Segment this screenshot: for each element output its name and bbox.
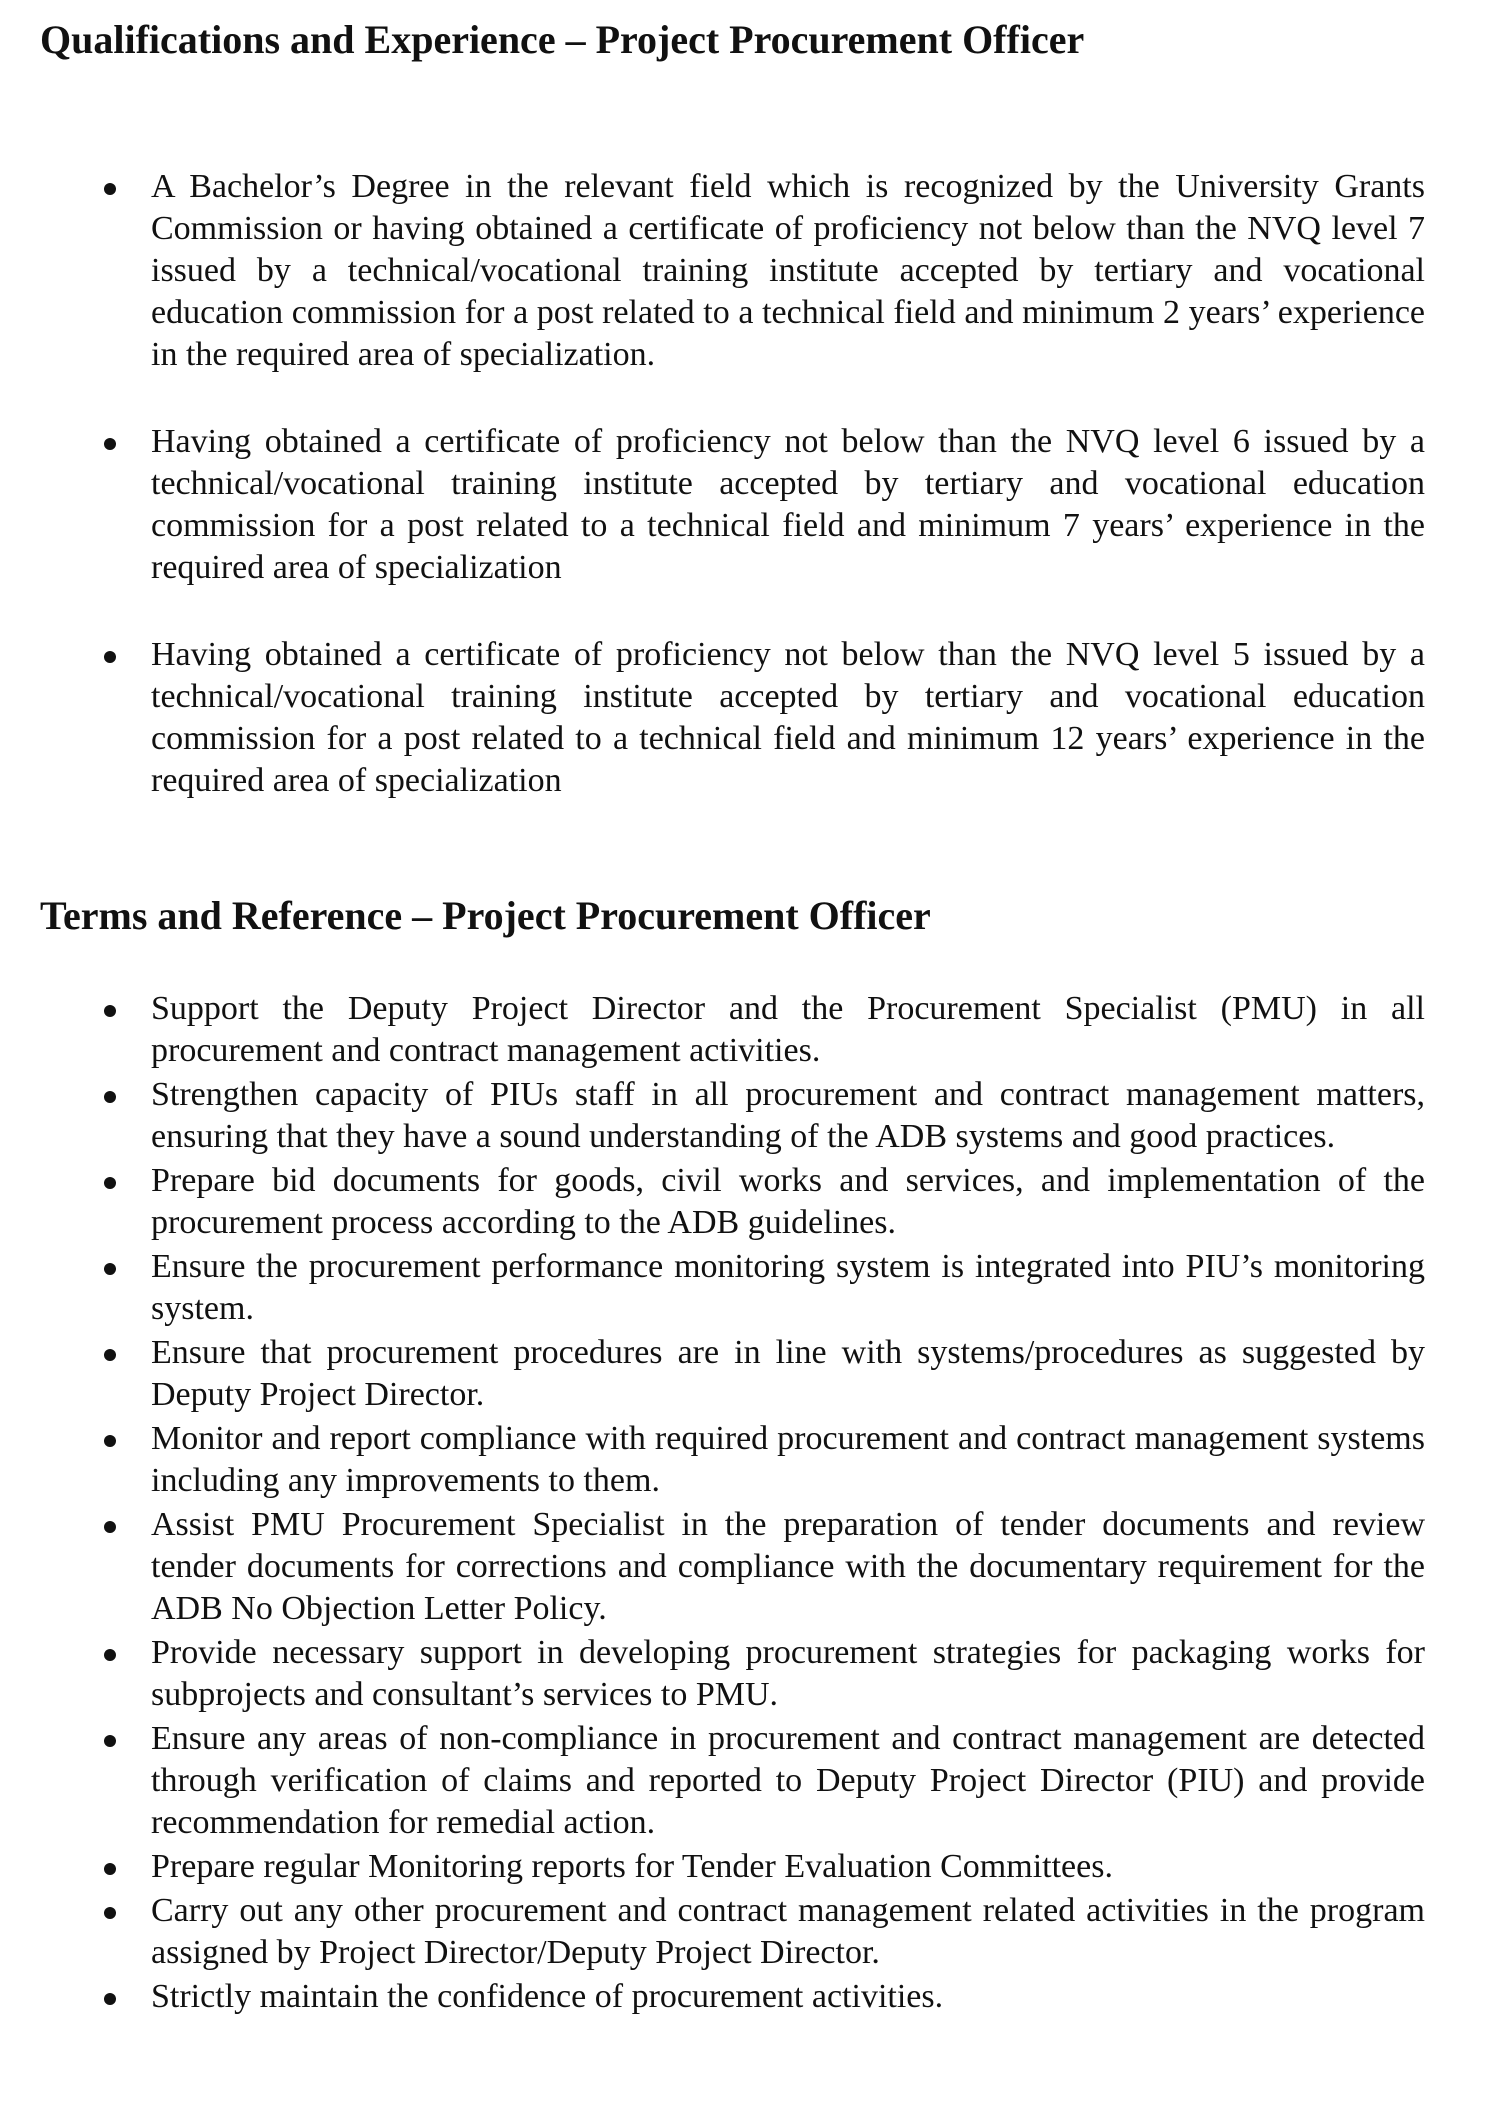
qualifications-heading: Qualifications and Experience – Project Procurement Officer: [40, 17, 1085, 62]
bullet-icon: [104, 1435, 116, 1447]
list-item: [151, 1160, 1425, 1244]
list-item: [151, 1890, 1425, 1974]
bullet-icon: [104, 183, 116, 195]
list-item: [151, 1846, 1425, 1888]
bullet-icon: [104, 1263, 116, 1275]
list-item-text: Provide necessary support in developing procurement strategies for packaging works for subprojects and consultant’s services to PMU.: [151, 1634, 1425, 1713]
list-item-text: Carry out any other procurement and contract management related activities in the program assigned by Project Director/Deputy Project Director.: [151, 1892, 1425, 1971]
list-item-text: Assist PMU Procurement Specialist in the preparation of tender documents and review tender documents for corrections and compliance with the documentary requirement for the ADB No Objection Letter Policy.: [151, 1506, 1425, 1627]
list-item-text: Ensure any areas of non-compliance in procurement and contract management are detected through verification of claims and reported to Deputy Project Director (PIU) and provide recommendation for remedial action.: [151, 1720, 1425, 1841]
list-item: [151, 1418, 1425, 1502]
qualifications-list: [0, 166, 1500, 847]
bullet-icon: [104, 1735, 116, 1747]
list-item-text: Strictly maintain the confidence of procurement activities.: [151, 1978, 944, 2015]
terms-heading: Terms and Reference – Project Procurement Officer: [40, 893, 931, 938]
list-item-text: Ensure the procurement performance monitoring system is integrated into PIU’s monitoring system.: [151, 1248, 1425, 1327]
bullet-icon: [104, 1005, 116, 1017]
bullet-icon: [104, 1349, 116, 1361]
list-item: [151, 1976, 1425, 2018]
list-item: [151, 634, 1425, 802]
list-item: [151, 1074, 1425, 1158]
bullet-icon: [104, 1521, 116, 1533]
list-item-text: Having obtained a certificate of proficiency not below than the NVQ level 5 issued by a technical/vocational training institute accepted by tertiary and vocational education commission for a post related to a technical field and minimum 12 years’ experience in the required area of specialization: [151, 636, 1425, 799]
bullet-icon: [104, 1091, 116, 1103]
list-item-text: Having obtained a certificate of proficiency not below than the NVQ level 6 issued by a technical/vocational training institute accepted by tertiary and vocational education commission for a post related to a technical field and minimum 7 years’ experience in the required area of specialization: [151, 423, 1425, 586]
bullet-icon: [104, 1863, 116, 1875]
terms-list: [0, 988, 1500, 2020]
list-item: [151, 166, 1425, 376]
list-item: [151, 1332, 1425, 1416]
bullet-icon: [104, 1907, 116, 1919]
bullet-icon: [104, 1993, 116, 2005]
list-item-text: Support the Deputy Project Director and the Procurement Specialist (PMU) in all procurement and contract management activities.: [151, 990, 1425, 1069]
bullet-icon: [104, 1649, 116, 1661]
list-item: [151, 1504, 1425, 1630]
list-item: [151, 1246, 1425, 1330]
list-item-text: A Bachelor’s Degree in the relevant field which is recognized by the University Grants Commission or having obtained a certificate of proficiency not below than the NVQ level 7 issued by a technical/vocational training institute accepted by tertiary and vocational education commission for a post related to a technical field and minimum 2 years’ experience in the required area of specialization.: [151, 168, 1425, 373]
list-item-text: Prepare bid documents for goods, civil works and services, and implementation of the procurement process according to the ADB guidelines.: [151, 1162, 1425, 1241]
bullet-icon: [104, 1177, 116, 1189]
list-item: [151, 421, 1425, 589]
list-item-text: Prepare regular Monitoring reports for Tender Evaluation Committees.: [151, 1848, 1113, 1885]
list-item: [151, 1632, 1425, 1716]
bullet-icon: [104, 651, 116, 663]
bullet-icon: [104, 438, 116, 450]
list-item-text: Monitor and report compliance with required procurement and contract management systems including any improvements to them.: [151, 1420, 1425, 1499]
list-item-text: Ensure that procurement procedures are in line with systems/procedures as suggested by Deputy Project Director.: [151, 1334, 1425, 1413]
list-item: [151, 988, 1425, 1072]
list-item-text: Strengthen capacity of PIUs staff in all procurement and contract management matters, ensuring that they have a sound understanding of the ADB systems and good practices.: [151, 1076, 1425, 1155]
list-item: [151, 1718, 1425, 1844]
